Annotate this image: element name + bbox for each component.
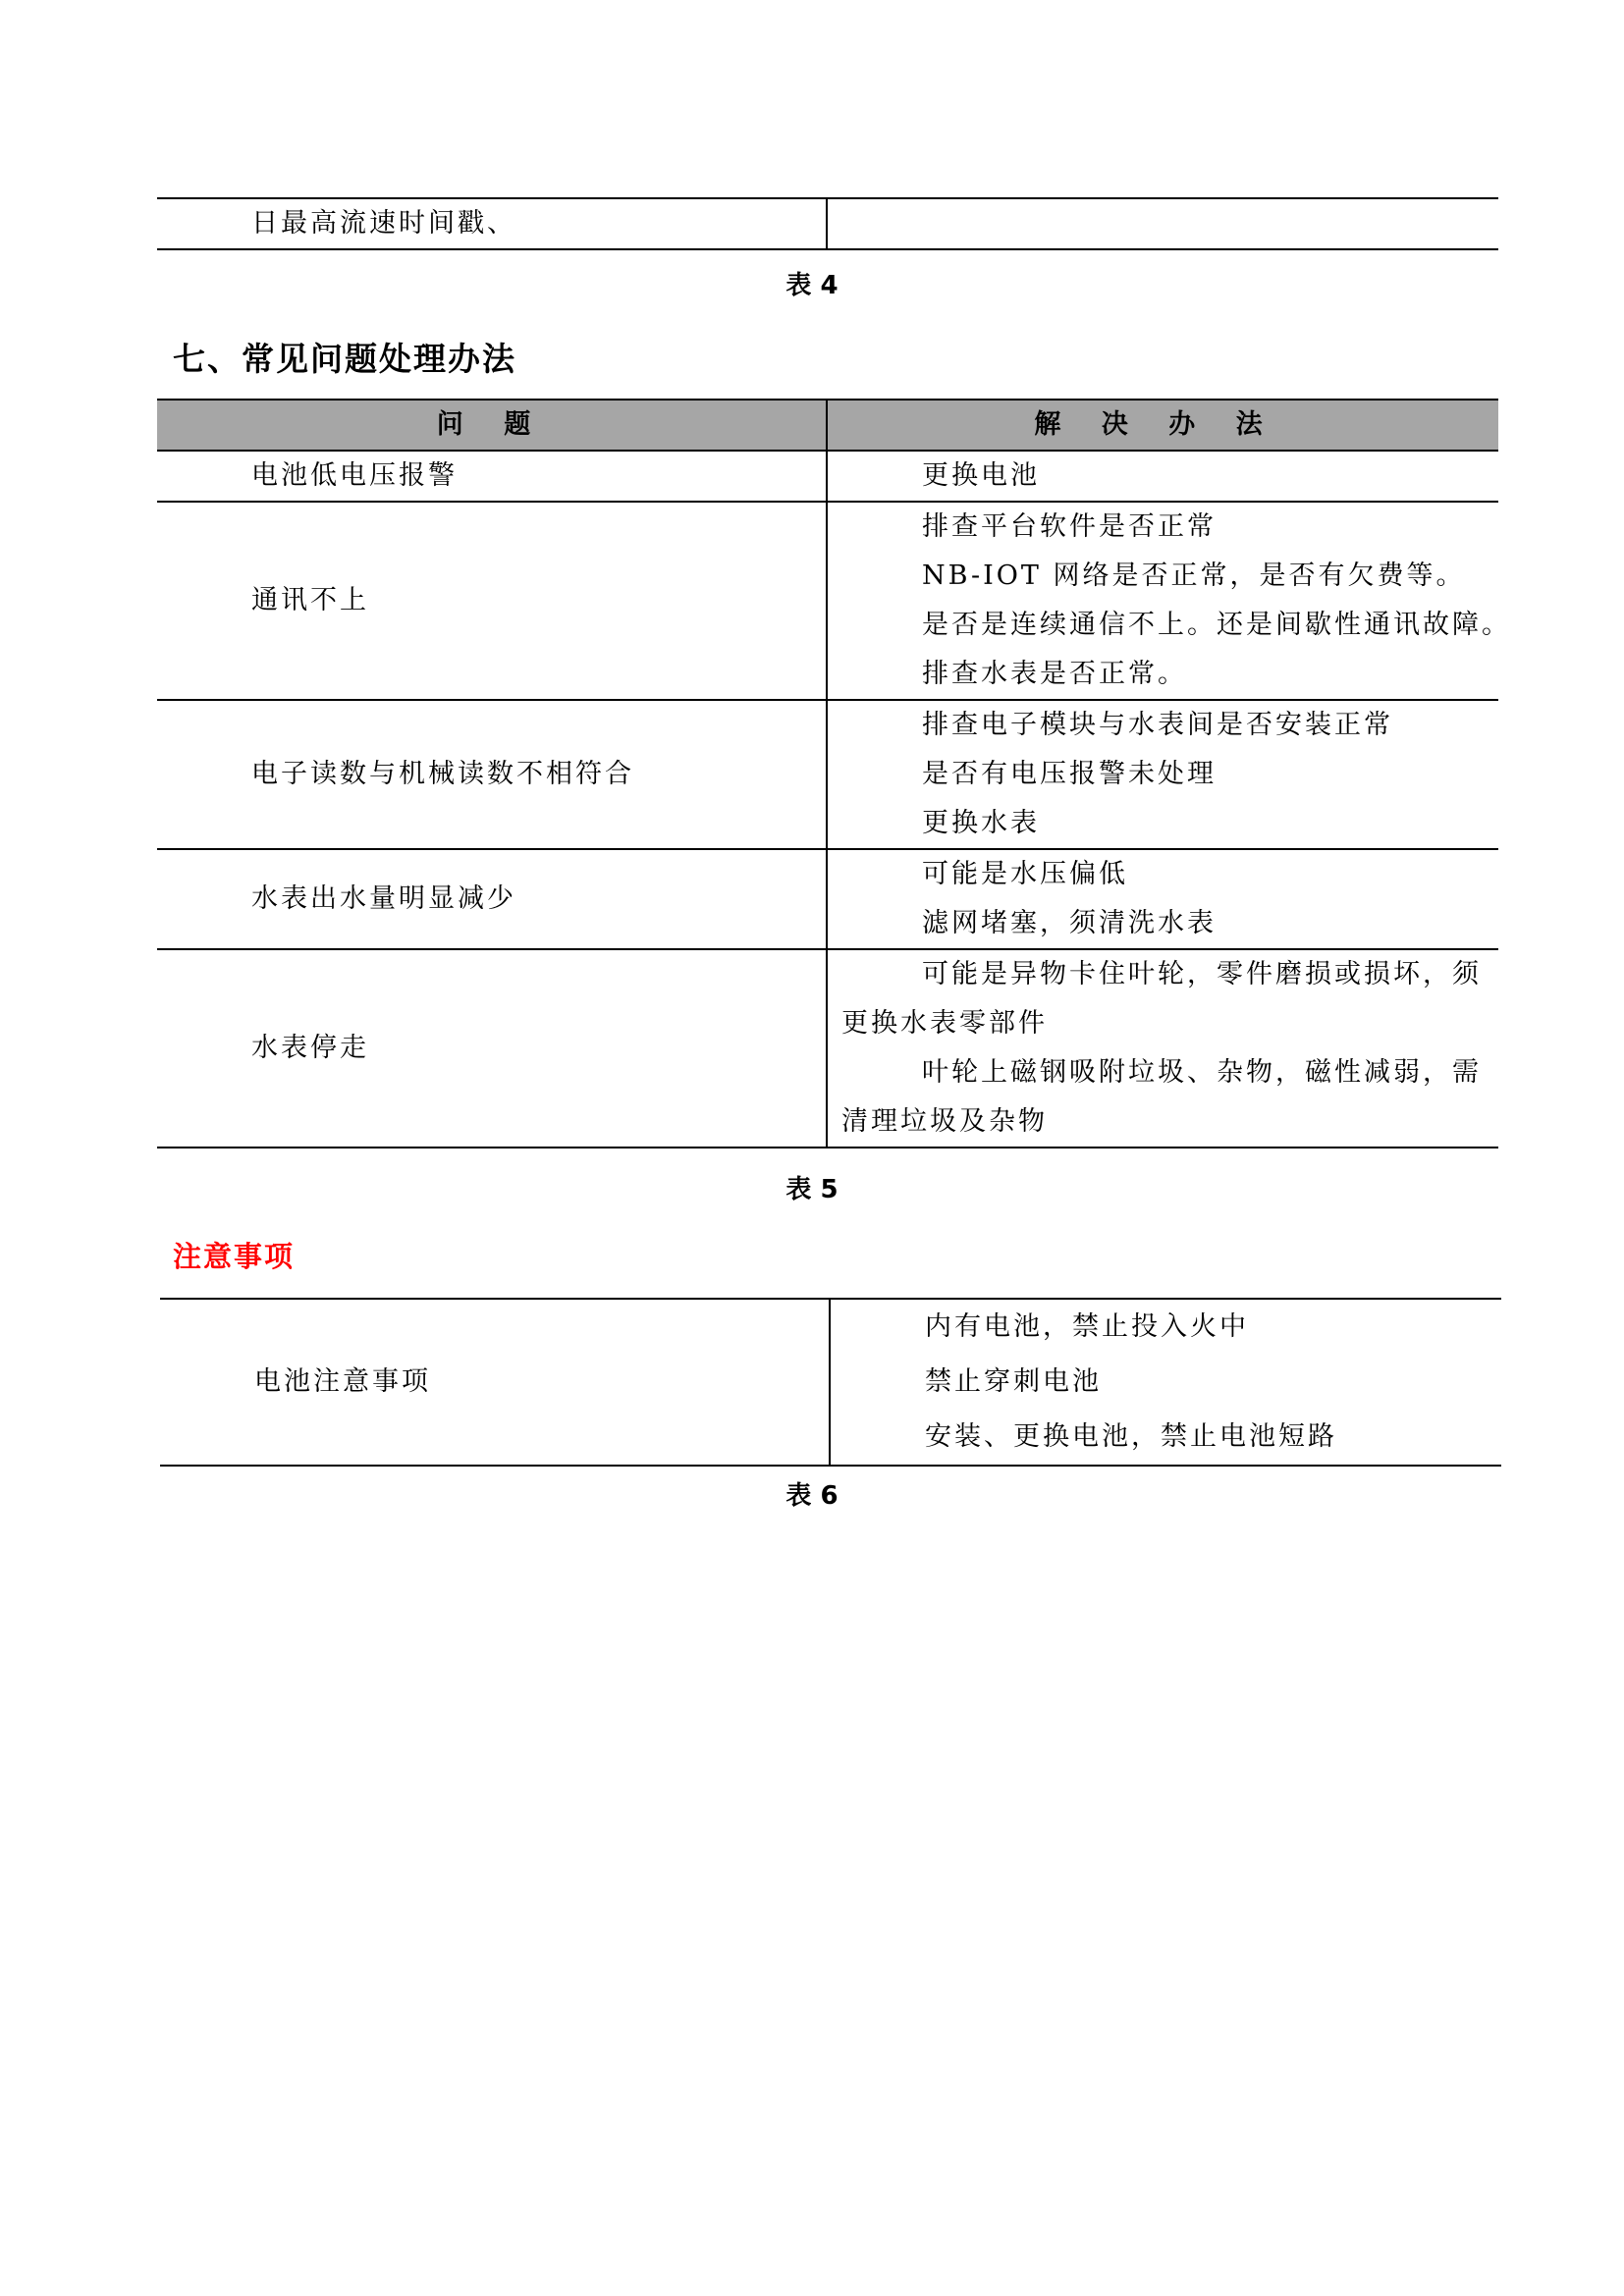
table-row [157,198,1498,249]
table-5 [157,399,1511,1148]
solution-line: 排查电子模块与水表间是否安装正常 [922,710,1393,740]
problem-cell: 电子读数与机械读数不相符合 [157,700,827,849]
notice-title: 注意事项 [173,1240,296,1273]
solution-cell [827,502,1511,700]
solution-line: 是否是连续通信不上。还是间歇性通讯故障。 [922,610,1511,640]
solution-cell [827,949,1498,1148]
column-header-solution: 解 决 办 法 [827,400,1498,451]
solution-line: 排查水表是否正常。 [922,659,1187,689]
table-row [157,949,1498,1148]
section-title: 七、常见问题处理办法 [173,340,516,378]
notice-detail-line: 安装、更换电池，禁止电池短路 [925,1421,1337,1452]
table-5-caption: 表 5 [785,1175,839,1204]
problem-cell: 水表停走 [157,949,827,1148]
table-row [157,849,1498,949]
solution-line: 叶轮上磁钢吸附垃圾、杂物，磁性减弱，需清理垃圾及杂物 [841,1057,1482,1137]
solution-line: 更换水表 [922,808,1040,838]
notice-item-cell: 电池注意事项 [160,1299,830,1466]
solution-cell [827,700,1498,849]
problem-cell: 水表出水量明显减少 [157,849,827,949]
table-row [157,451,1498,502]
problem-cell: 通讯不上 [157,502,827,700]
table-4-cell-right [827,198,1498,249]
table-row [157,502,1498,700]
solution-line: 排查平台软件是否正常 [922,511,1217,542]
table-4-caption: 表 4 [785,271,839,300]
table-6 [160,1298,1501,1467]
table-header-row [157,400,1498,451]
solution-cell [827,849,1498,949]
solution-line: NB-IOT 网络是否正常，是否有欠费等。 [922,561,1466,591]
table-4-cell-left: 日最高流速时间戳、 [157,198,827,249]
table-row [157,700,1498,849]
solution-line: 滤网堵塞，须清洗水表 [922,908,1217,938]
solution-line: 更换电池 [922,460,1040,491]
solution-line: 可能是水压偏低 [922,859,1128,889]
notice-detail-line: 内有电池，禁止投入火中 [925,1311,1249,1342]
solution-cell [827,451,1498,502]
solution-line: 可能是异物卡住叶轮，零件磨损或损坏，须更换水表零部件 [841,959,1482,1039]
solution-line: 是否有电压报警未处理 [922,759,1217,789]
column-header-problem: 问 题 [157,400,827,451]
table-6-caption: 表 6 [785,1481,839,1511]
table-row [160,1299,1501,1466]
notice-detail-line: 禁止穿刺电池 [925,1366,1102,1397]
table-4 [157,197,1498,250]
notice-detail-cell [830,1299,1501,1466]
problem-cell: 电池低电压报警 [157,451,827,502]
